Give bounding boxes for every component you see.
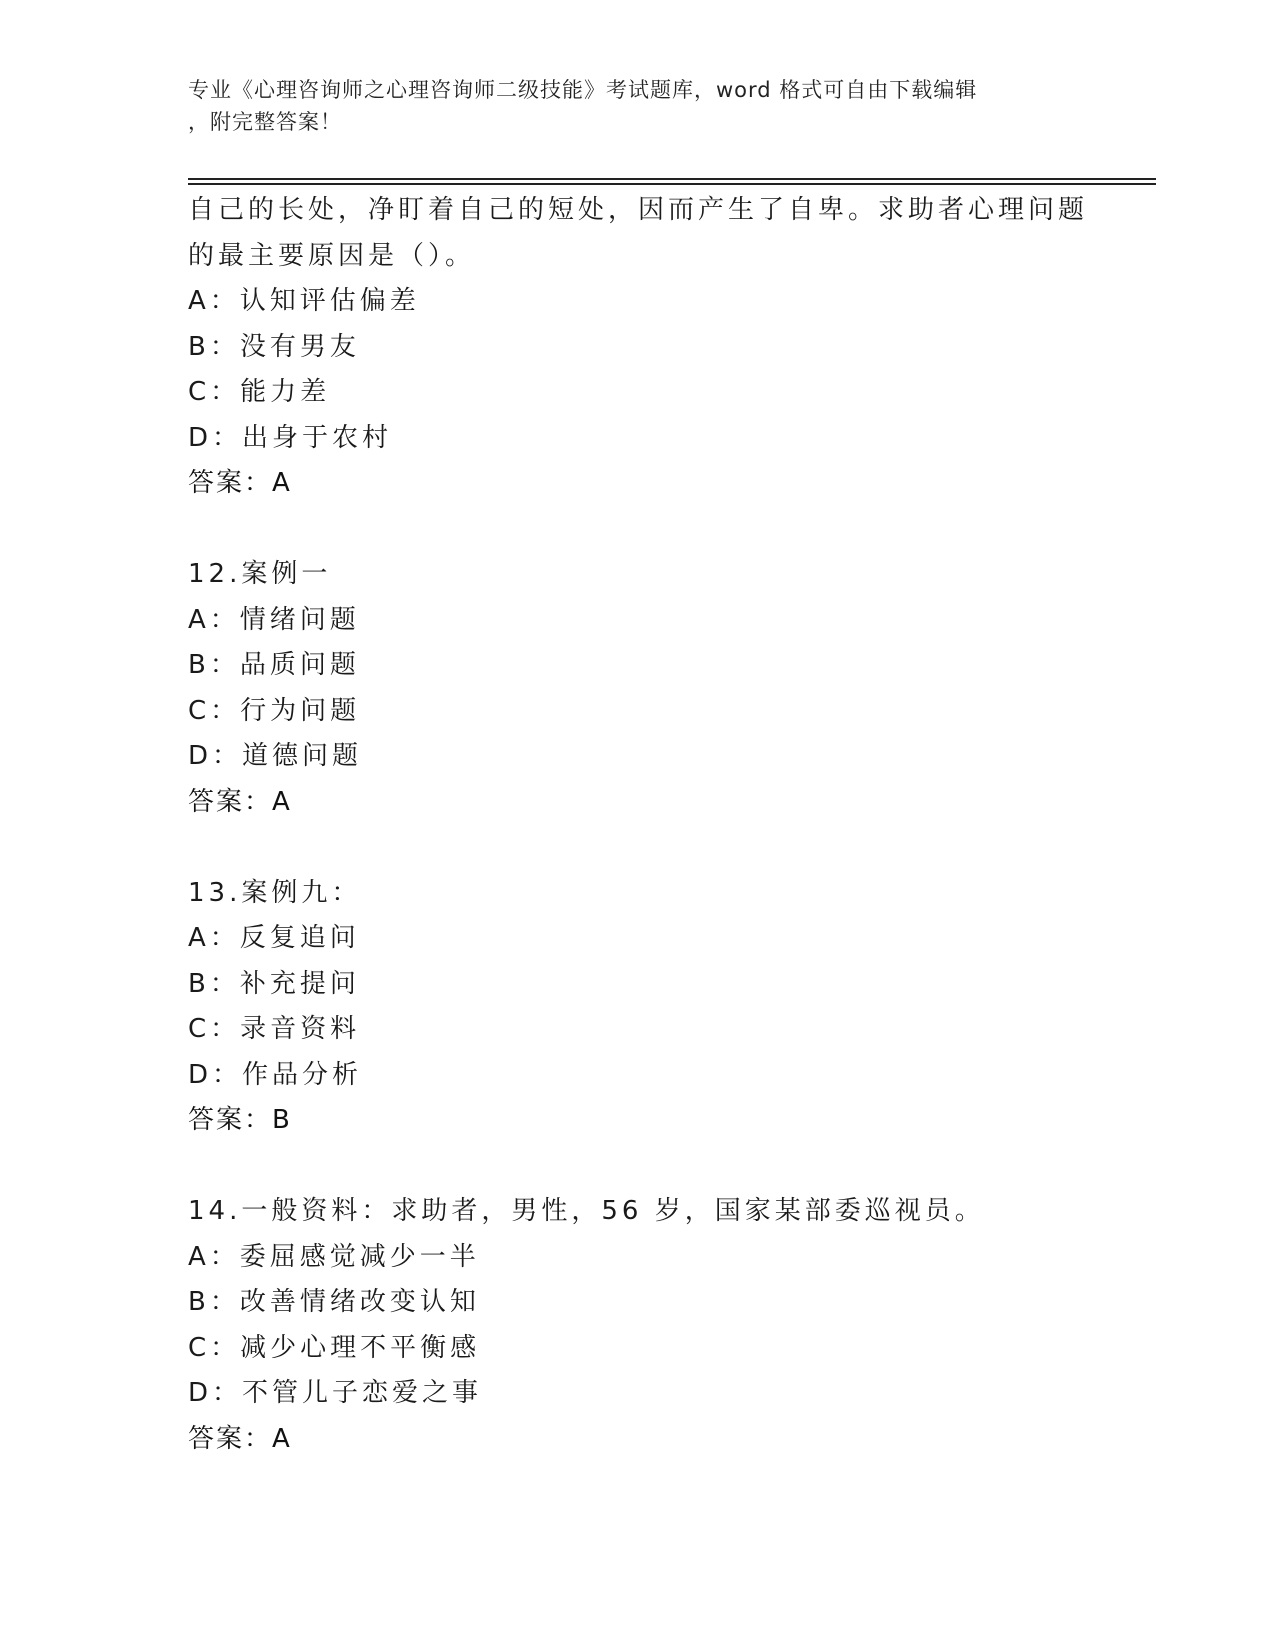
- option-d: D：出身于农村: [188, 422, 393, 453]
- option-b: B：没有男友: [188, 331, 360, 362]
- option-a: A：反复追问: [188, 923, 360, 953]
- question-text-line: 的最主要原因是（）。: [188, 240, 476, 271]
- question-content: [188, 188, 1088, 1462]
- option-c: C：减少心理不平衡感: [188, 1332, 481, 1363]
- header-title-line-2: ，附完整答案！: [188, 110, 342, 134]
- question-14: [188, 1189, 1088, 1462]
- answer-value: A: [272, 1423, 292, 1454]
- option-c: C：能力差: [188, 377, 331, 407]
- question-12: [188, 552, 1088, 825]
- option-b: B：补充提问: [188, 968, 360, 999]
- option-d: D：作品分析: [188, 1059, 363, 1090]
- option-c: C：录音资料: [188, 1014, 361, 1044]
- document-header: [188, 74, 1088, 138]
- option-b: B：品质问题: [188, 650, 360, 680]
- answer-value: A: [272, 468, 292, 498]
- spacer: [188, 507, 1088, 553]
- answer-label: 答案：: [188, 1105, 273, 1135]
- option-d: D：道德问题: [188, 741, 363, 771]
- answer-line: [188, 1098, 1088, 1144]
- question-title: 13.案例九：: [188, 877, 362, 908]
- answer-line: [188, 461, 1088, 507]
- header-title-line-1: 专业《心理咨询师之心理咨询师二级技能》考试题库，word 格式可自由下载编辑: [188, 78, 978, 102]
- option-d: D：不管儿子恋爱之事: [188, 1378, 483, 1408]
- answer-line: [188, 780, 1088, 826]
- answer-label: 答案：: [188, 1423, 273, 1454]
- question-13: [188, 871, 1088, 1144]
- option-a: A：认知评估偏差: [188, 286, 420, 316]
- option-b: B：改善情绪改变认知: [188, 1287, 480, 1317]
- answer-label: 答案：: [188, 468, 273, 498]
- spacer: [188, 1144, 1088, 1190]
- header-divider-top: [188, 178, 1156, 180]
- answer-label: 答案：: [188, 786, 273, 817]
- answer-value: B: [272, 1105, 292, 1135]
- option-a: A：委屈感觉减少一半: [188, 1241, 480, 1272]
- question-text-line: 自己的长处，净盯着自己的短处，因而产生了自卑。求助者心理问题: [188, 195, 1089, 225]
- question-continuation: [188, 188, 1088, 507]
- question-title: 14.一般资料：求助者，男性，56 岁，国家某部委巡视员。: [188, 1196, 985, 1226]
- option-a: A：情绪问题: [188, 604, 360, 635]
- answer-line: [188, 1417, 1088, 1463]
- answer-value: A: [272, 786, 292, 817]
- question-title: 12.案例一: [188, 559, 332, 589]
- header-divider-bottom: [188, 183, 1156, 185]
- option-c: C：行为问题: [188, 695, 361, 726]
- spacer: [188, 825, 1088, 871]
